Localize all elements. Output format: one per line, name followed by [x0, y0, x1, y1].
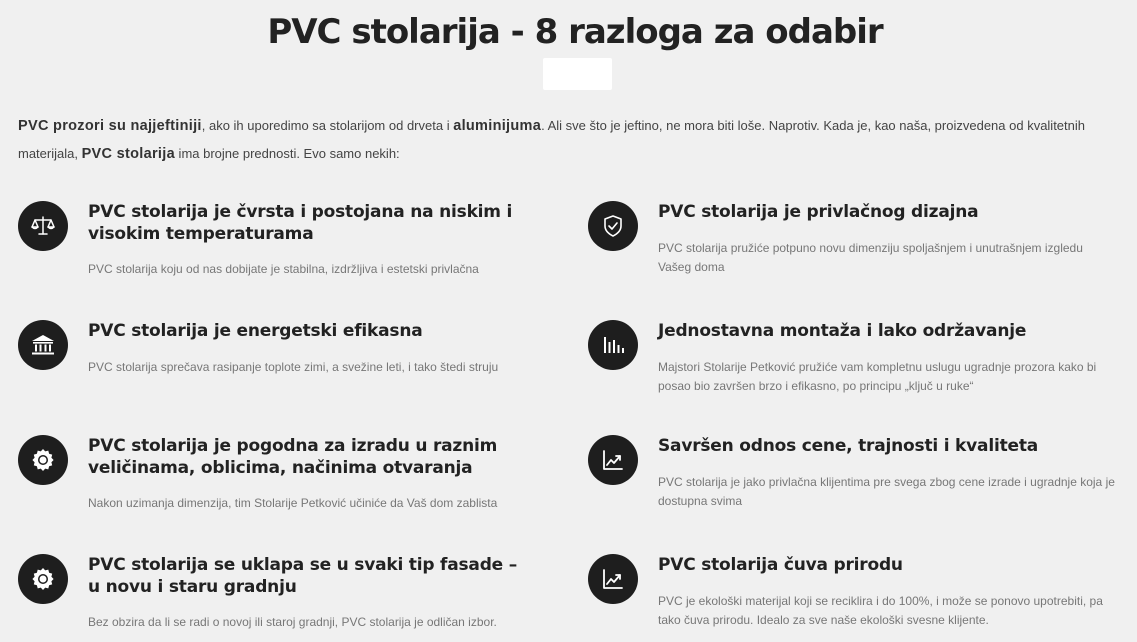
award-badge-icon: [18, 435, 68, 485]
feature-title: PVC stolarija je pogodna za izradu u raznim veličinama, oblicima, načinima otvaranja: [88, 436, 498, 478]
shield-check-icon: [588, 201, 638, 251]
feature-text: PVC stolarija sprečava rasipanje toplote zimi, a svežine leti, i tako štedi struju: [88, 360, 499, 374]
intro-bold-1: PVC prozori su najjeftiniji: [18, 118, 202, 134]
feature-title: PVC stolarija je energetski efikasna: [88, 321, 423, 341]
bars-chart-icon: [588, 320, 638, 370]
feature-title: Savršen odnos cene, trajnosti i kvaliteta: [658, 436, 1039, 456]
trend-chart-icon: [588, 435, 638, 485]
intro-bold-2: aluminijuma: [453, 118, 542, 134]
award-badge-icon: [18, 554, 68, 604]
feature-text: Bez obzira da li se radi o novoj ili staroj gradnji, PVC stolarija je odličan izbor.: [88, 615, 497, 629]
page-title: PVC stolarija - 8 razloga za odabir: [267, 12, 883, 52]
feature-title: PVC stolarija je privlačnog dizajna: [658, 202, 979, 222]
intro-paragraph: [18, 112, 1133, 168]
feature-text: Nakon uzimanja dimenzija, tim Stolarije Petković učiniće da Vaš dom zablista: [88, 496, 498, 510]
feature-text: Majstori Stolarije Petković pružiće vam kompletnu uslugu ugradnje prozora kako bi posao bio završen brzo i efikasno, po principu „ključ u ruke“: [658, 360, 1097, 393]
feature-text: PVC je ekološki materijal koji se reciklira i do 100%, i može se ponovo upotrebiti, pa tako čuva prirodu. Idealo za sve naše ekološki svesne klijente.: [658, 594, 1103, 627]
feature-title: PVC stolarija se uklapa se u svaki tip fasade – u novu i staru gradnju: [88, 555, 518, 597]
intro-text-2: . Ali sve što je jeftino, ne mora biti loše. Naprotiv. Kada je, kao naša, proizvedena od kvalitetnih materijala,: [18, 118, 1086, 161]
intro-text-1: , ako ih uporedimo sa stolarijom od drveta i: [201, 118, 454, 133]
feature-title: PVC stolarija čuva prirodu: [658, 555, 903, 575]
title-divider: [543, 58, 612, 90]
feature-text: PVC stolarija pružiće potpuno novu dimenziju spoljašnjem i unutrašnjem izgledu Vašeg doma: [658, 241, 1083, 274]
feature-title: PVC stolarija je čvrsta i postojana na niskim i visokim temperaturama: [88, 202, 513, 244]
trend-chart-icon: [588, 554, 638, 604]
feature-text: PVC stolarija koju od nas dobijate je stabilna, izdržljiva i estetski privlačna: [88, 262, 479, 276]
intro-text-3: ima brojne prednosti. Evo samo nekih:: [174, 146, 400, 161]
feature-title: Jednostavna montaža i lako održavanje: [658, 321, 1027, 341]
intro-bold-3: PVC stolarija: [81, 146, 175, 162]
scales-icon: [18, 201, 68, 251]
feature-text: PVC stolarija je jako privlačna klijentima pre svega zbog cene izrade i ugradnje koja je dostupna svima: [658, 475, 1115, 508]
bank-icon: [18, 320, 68, 370]
